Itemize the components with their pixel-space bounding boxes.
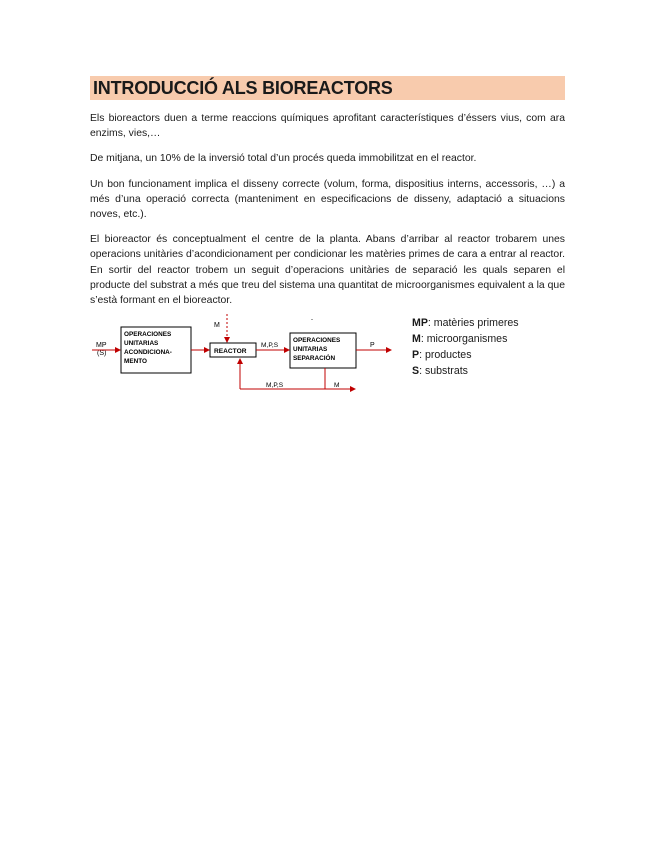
paragraph-intro: Els bioreactors duen a terme reaccions químiques aprofitant característiques d’éssers vius, com ara enzims, vies,… [90, 113, 565, 140]
recycle-mps-label: M,P,S [266, 382, 284, 390]
legend-item-s: S: substrats [412, 364, 468, 377]
separation-line-1: OPERACIONES [293, 337, 341, 345]
separation-line-2: UNITARIAS [293, 346, 328, 354]
output-p-label: P [370, 342, 375, 350]
paragraph-design: Un bon funcionament implica el disseny correcte (volum, forma, dispositius interns, accessoris, …) a més d’una operació correcta (manteniment en especificacions de disseny, adaptació a situacions noves, etc.). [90, 178, 565, 221]
process-flow-diagram [88, 314, 393, 404]
conditioning-line-3: ACONDICIONA- [124, 349, 172, 357]
page-title: INTRODUCCIÓ ALS BIOREACTORS [93, 78, 393, 98]
dot-mark: - [311, 317, 313, 324]
legend-item-m: M: microorganismes [412, 333, 508, 346]
stream-mps-label: M,P,S [261, 342, 279, 350]
title-bar [90, 76, 565, 100]
conditioning-line-4: MENTO [124, 358, 147, 366]
conditioning-line-2: UNITARIAS [124, 340, 159, 348]
input-s-label: (S) [97, 350, 107, 358]
figure-row [90, 314, 565, 404]
output-m-label: M [334, 382, 340, 390]
input-mp-label: MP [96, 342, 107, 350]
legend-item-p: P: productes [412, 348, 472, 361]
reactor-label: REACTOR [214, 348, 247, 356]
input-m-label: M [214, 322, 220, 330]
legend-item-mp: MP: matèries primeres [412, 317, 519, 330]
paragraph-investment: De mitjana, un 10% de la inversió total d’un procés queda immobilitzat en el reactor. [90, 153, 477, 165]
paragraph-plant-center: El bioreactor és conceptualment el centre de la planta. Abans d’arribar al reactor trobarem unes operacions unitàries d’acondicionament per condicionar les matèries primes de cara a entrar al reactor. En sortir del reactor trobem un seguit d’operacions unitàries de separació les quals separen el producte del substrat a més que treu del sistema una quantitat de microorganismes equivalent a la que s’està formant en el bioreactor. [90, 234, 565, 307]
separation-line-3: SEPARACIÓN [293, 355, 336, 363]
conditioning-line-1: OPERACIONES [124, 331, 172, 339]
legend [412, 316, 519, 379]
document-page [90, 76, 565, 404]
